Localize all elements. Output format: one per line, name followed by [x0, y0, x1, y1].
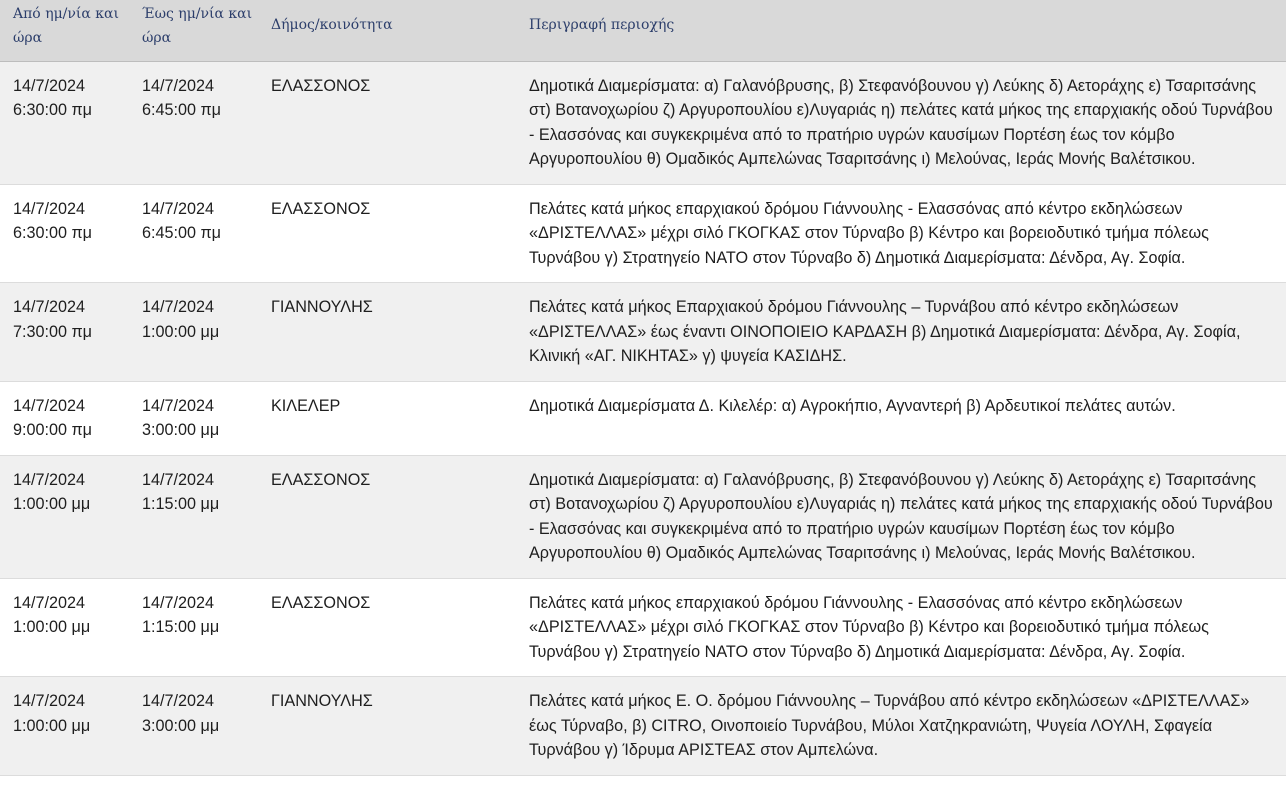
to-cell [129, 677, 258, 776]
from-date: 14/7/2024 [13, 470, 86, 489]
header-row [0, 0, 1286, 61]
municipality-cell: ΕΛΑΣΣΟΝΟΣ [258, 578, 516, 677]
to-date: 14/7/2024 [142, 470, 215, 489]
to-time: 6:45:00 πμ [142, 224, 222, 242]
from-cell [0, 61, 129, 184]
to-time: 1:15:00 μμ [142, 618, 220, 636]
from-time: 6:30:00 πμ [13, 224, 93, 242]
to-time: 6:45:00 πμ [142, 101, 222, 119]
description-cell: Πελάτες κατά μήκος Επαρχιακού δρόμου Γιάννουλης – Τυρνάβου από κέντρο εκδηλώσεων «ΔΡΙΣΤΕΛΛΑΣ» έως έναντι ΟΙΝΟΠΟΙΕΙΟ ΚΑΡΔΑΣΗ β) Δημοτικά Διαμερίσματα: Δένδρα, Αγ. Σοφία, Κλινική «ΑΓ. ΝΙΚΗΤΑΣ» γ) ψυγεία ΚΑΣΙΔΗΣ. [516, 283, 1286, 382]
from-cell [0, 677, 129, 776]
municipality-cell: ΕΛΑΣΣΟΝΟΣ [258, 61, 516, 184]
to-date: 14/7/2024 [142, 76, 215, 95]
description-cell: Πελάτες κατά μήκος Ε. Ο. δρόμου Γιάννουλης – Τυρνάβου από κέντρο εκδηλώσεων «ΔΡΙΣΤΕΛΛΑΣ» έως Τύρναβο, β) CITRO, Οινοποιείο Τυρνάβου, Μύλοι Χατζηκρανιώτη, Ψυγεία ΛΟΥΛΗ, Σφαγεία Τυρνάβου γ) Ίδρυμα ΑΡΙΣΤΕΑΣ στον Αμπελώνα. [516, 677, 1286, 776]
description-cell: Δημοτικά Διαμερίσματα Δ. Κιλελέρ: α) Αγροκήπιο, Αγναντερή β) Αρδευτικοί πελάτες αυτών. [516, 381, 1286, 455]
to-time: 1:15:00 μμ [142, 495, 220, 513]
to-date: 14/7/2024 [142, 199, 215, 218]
from-date: 14/7/2024 [13, 199, 86, 218]
to-time: 1:00:00 μμ [142, 322, 220, 341]
to-date: 14/7/2024 [142, 692, 215, 710]
municipality-cell: ΕΛΑΣΣΟΝΟΣ [258, 455, 516, 578]
from-date: 14/7/2024 [13, 76, 86, 95]
to-cell [129, 455, 258, 578]
to-cell [129, 381, 258, 455]
table-row [0, 283, 1286, 382]
description-cell: Δημοτικά Διαμερίσματα: α) Γαλανόβρυσης, β) Στεφανόβουνου γ) Λεύκης δ) Αετοράχης ε) Τσαριτσάνης στ) Βοτανοχωρίου ζ) Αργυροπουλίου ε)Λυγαριάς η) πελάτες κατά μήκος της επαρχιακής οδού Τυρνάβου - Ελασσόνας και συγκεκριμένα από το πρατήριο υγρών καυσίμων Πορτέση έως τον κόμβο Αργυροπουλίου θ) Ομαδικός Αμπελώνας Τσαριτσάνης ι) Μελούνας, Ιεράς Μονής Βαλέτσικου. [516, 455, 1286, 578]
from-date: 14/7/2024 [13, 593, 86, 612]
from-cell [0, 283, 129, 382]
to-date: 14/7/2024 [142, 593, 215, 612]
from-date: 14/7/2024 [13, 298, 86, 316]
table-row [0, 455, 1286, 578]
to-cell [129, 283, 258, 382]
to-cell [129, 578, 258, 677]
to-date: 14/7/2024 [142, 298, 215, 316]
from-time: 9:00:00 πμ [13, 421, 93, 439]
from-time: 1:00:00 μμ [13, 618, 91, 636]
table-row [0, 61, 1286, 184]
municipality-cell: ΕΛΑΣΣΟΝΟΣ [258, 184, 516, 283]
from-date: 14/7/2024 [13, 396, 86, 415]
table-row [0, 381, 1286, 455]
from-time: 7:30:00 πμ [13, 322, 93, 341]
to-date: 14/7/2024 [142, 396, 215, 415]
from-time: 1:00:00 μμ [13, 716, 91, 735]
from-date: 14/7/2024 [13, 692, 86, 710]
table-row [0, 677, 1286, 776]
from-cell [0, 578, 129, 677]
municipality-cell: ΚΙΛΕΛΕΡ [258, 381, 516, 455]
description-cell: Πελάτες κατά μήκος επαρχιακού δρόμου Γιάννουλης - Ελασσόνας από κέντρο εκδηλώσεων «ΔΡΙΣΤΕΛΛΑΣ» μέχρι σιλό ΓΚΟΓΚΑΣ στον Τύρναβο β) Κέντρο και βορειοδυτικό τμήμα πόλεως Τυρνάβου γ) Στρατηγείο ΝΑΤΟ στον Τύρναβο δ) Δημοτικά Διαμερίσματα: Δένδρα, Αγ. Σοφία. [516, 184, 1286, 283]
table-row [0, 578, 1286, 677]
from-cell [0, 381, 129, 455]
table-body [0, 61, 1286, 775]
to-cell [129, 184, 258, 283]
table-row [0, 184, 1286, 283]
description-cell: Δημοτικά Διαμερίσματα: α) Γαλανόβρυσης, β) Στεφανόβουνου γ) Λεύκης δ) Αετοράχης ε) Τσαριτσάνης στ) Βοτανοχωρίου ζ) Αργυροπουλίου ε)Λυγαριάς η) πελάτες κατά μήκος της επαρχιακής οδού Τυρνάβου - Ελασσόνας και συγκεκριμένα από το πρατήριο υγρών καυσίμων Πορτέση έως τον κόμβο Αργυροπουλίου θ) Ομαδικός Αμπελώνας Τσαριτσάνης ι) Μελούνας, Ιεράς Μονής Βαλέτσικου. [516, 61, 1286, 184]
table-header [0, 0, 1286, 61]
from-cell [0, 455, 129, 578]
header-area-description: Περιγραφή περιοχής [516, 0, 1286, 61]
to-time: 3:00:00 μμ [142, 421, 220, 439]
header-municipality: Δήμος/κοινότητα [258, 0, 516, 61]
to-time: 3:00:00 μμ [142, 716, 220, 735]
from-cell [0, 184, 129, 283]
from-time: 6:30:00 πμ [13, 101, 93, 119]
municipality-cell: ΓΙΑΝΝΟΥΛΗΣ [258, 677, 516, 776]
from-time: 1:00:00 μμ [13, 495, 91, 513]
municipality-cell: ΓΙΑΝΝΟΥΛΗΣ [258, 283, 516, 382]
to-cell [129, 61, 258, 184]
description-cell: Πελάτες κατά μήκος επαρχιακού δρόμου Γιάννουλης - Ελασσόνας από κέντρο εκδηλώσεων «ΔΡΙΣΤΕΛΛΑΣ» μέχρι σιλό ΓΚΟΓΚΑΣ στον Τύρναβο β) Κέντρο και βορειοδυτικό τμήμα πόλεως Τυρνάβου γ) Στρατηγείο ΝΑΤΟ στον Τύρναβο δ) Δημοτικά Διαμερίσματα: Δένδρα, Αγ. Σοφία. [516, 578, 1286, 677]
header-to-datetime: Έως ημ/νία και ώρα [129, 0, 258, 61]
header-from-datetime: Από ημ/νία και ώρα [0, 0, 129, 61]
